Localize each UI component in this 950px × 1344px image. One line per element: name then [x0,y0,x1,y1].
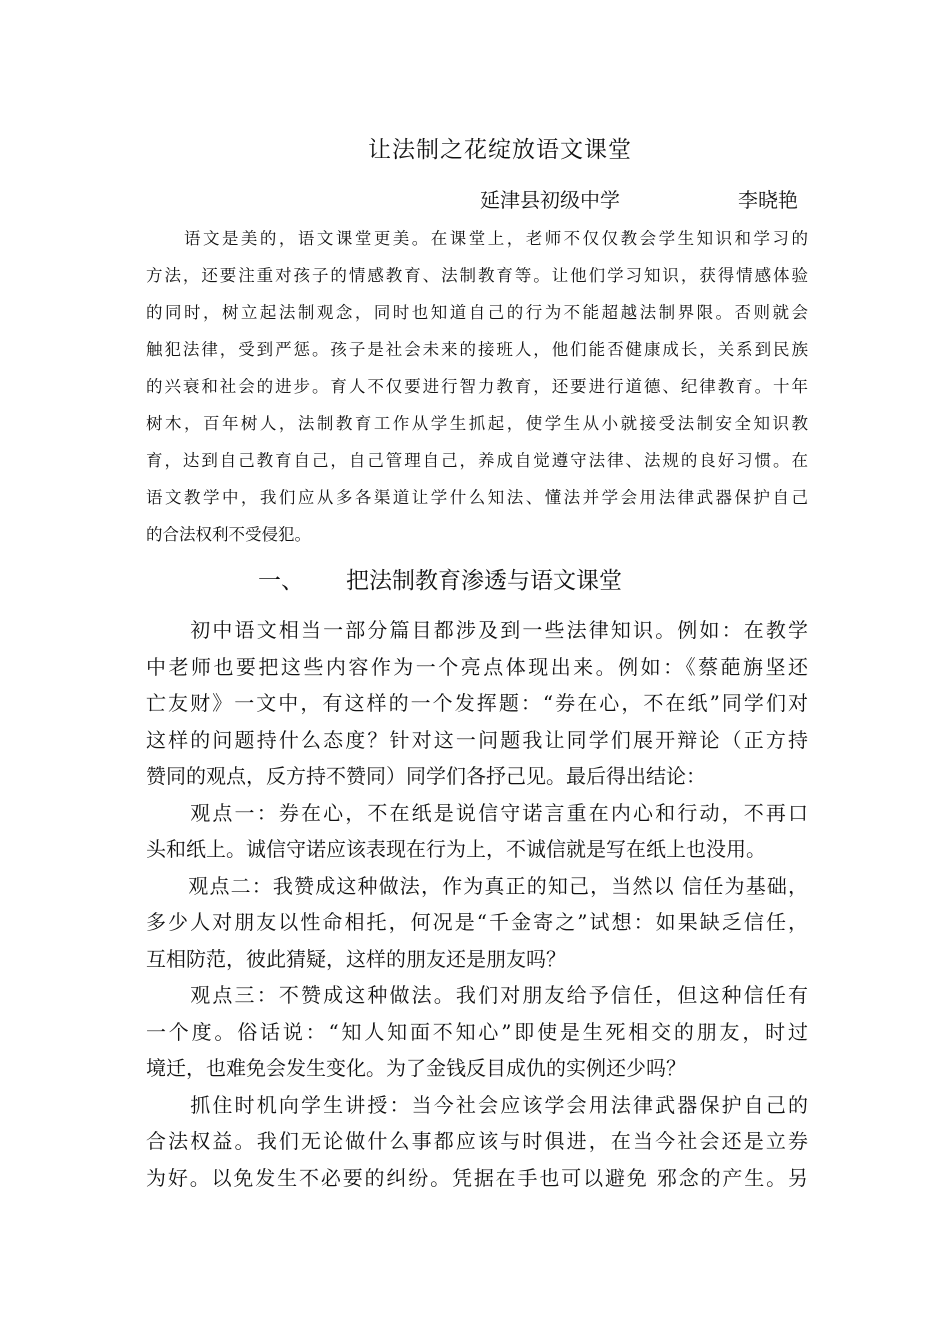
text-line: 语文教学中，我们应从多各渠道让学什么知法、懂法并学会用法律武器保护自己 [146,488,808,507]
section-heading [258,562,622,595]
author-line [480,184,798,213]
body-paragraph [146,612,808,795]
body-paragraph [146,868,808,978]
section-title: 把法制教育渗透与语文课堂 [346,568,622,594]
text-line: 初中语文相当一部分篇目都涉及到一些法律知识。例如：在教学 [146,618,808,642]
author-school: 延津县初级中学 [480,188,620,212]
text-line: 触犯法律，受到严惩。孩子是社会未来的接班人，他们能否健康成长，关系到民族 [146,340,808,359]
body-paragraph [146,795,808,868]
section-body [146,612,808,1196]
text-line: 赞同的观点，反方持不赞同）同学们各抒己见。最后得出结论： [146,764,706,788]
text-line: 为好。以免发生不必要的纠纷。凭据在手也可以避免 邪念的产生。另 [146,1165,808,1190]
intro-paragraph [146,220,808,553]
text-line: 一个度。俗话说：“知人知面不知心”即使是生死相交的朋友，时过 [146,1019,808,1044]
text-line: 抓住时机向学生讲授：当今社会应该学会用法律武器保护自己的 [146,1092,808,1117]
body-paragraph [146,977,808,1087]
text-line: 的兴衰和社会的进步。育人不仅要进行智力教育，还要进行道德、纪律教育。十年 [146,377,808,396]
text-line: 亡友财》一文中，有这样的一个发挥题：“券在心，不在纸”同学们对 [146,691,808,715]
text-line: 语文是美的，语文课堂更美。在课堂上，老师不仅仅教会学生知识和学习的 [146,229,808,248]
text-line: 头和纸上。诚信守诺应该表现在行为上，不诚信就是写在纸上也没用。 [146,837,766,861]
text-line: 观点三：不赞成这种做法。我们对朋友给予信任，但这种信任有 [146,983,808,1007]
text-line: 这样的问题持什么态度？针对这一问题我让同学们展开辩论（正方持 [146,727,808,752]
document-title: 让法制之花绽放语文课堂 [368,137,632,163]
body-paragraph [146,1087,808,1197]
text-line: 境迁，也难免会发生变化。为了金钱反目成仇的实例还少吗？ [146,1056,686,1080]
text-line: 观点二：我赞成这种做法，作为真正的知己，当然以 信任为基础， [146,873,808,898]
text-line: 观点一：券在心，不在纸是说信守诺言重在内心和行动，不再口 [146,800,808,825]
text-line: 方法，还要注重对孩子的情感教育、法制教育等。让他们学习知识，获得情感体验 [146,266,808,285]
text-line: 育，达到自己教育自己，自己管理自己，养成自觉遵守法律、法规的良好习惯。在 [146,451,808,470]
text-line: 树木，百年树人，法制教育工作从学生抓起，使学生从小就接受法制安全知识教 [146,414,808,433]
section-number: 一、 [258,568,304,594]
text-line: 多少人对朋友以性命相托，何况是“千金寄之”试想：如果缺乏信任， [146,910,808,934]
text-line: 互相防范，彼此猜疑，这样的朋友还是朋友吗？ [146,946,566,971]
text-line: 的合法权利不受侵犯。 [146,525,311,544]
author-name: 李晓艳 [738,188,798,212]
text-line: 合法权益。我们无论做什么事都应该与时俱进，在当今社会还是立券 [146,1129,808,1153]
text-line: 中老师也要把这些内容作为一个亮点体现出来。例如：《蔡葩旃坚还 [146,654,808,679]
intro-text [146,220,808,553]
text-line: 的同时，树立起法制观念，同时也知道自己的行为不能超越法制界限。否则就会 [146,303,808,322]
